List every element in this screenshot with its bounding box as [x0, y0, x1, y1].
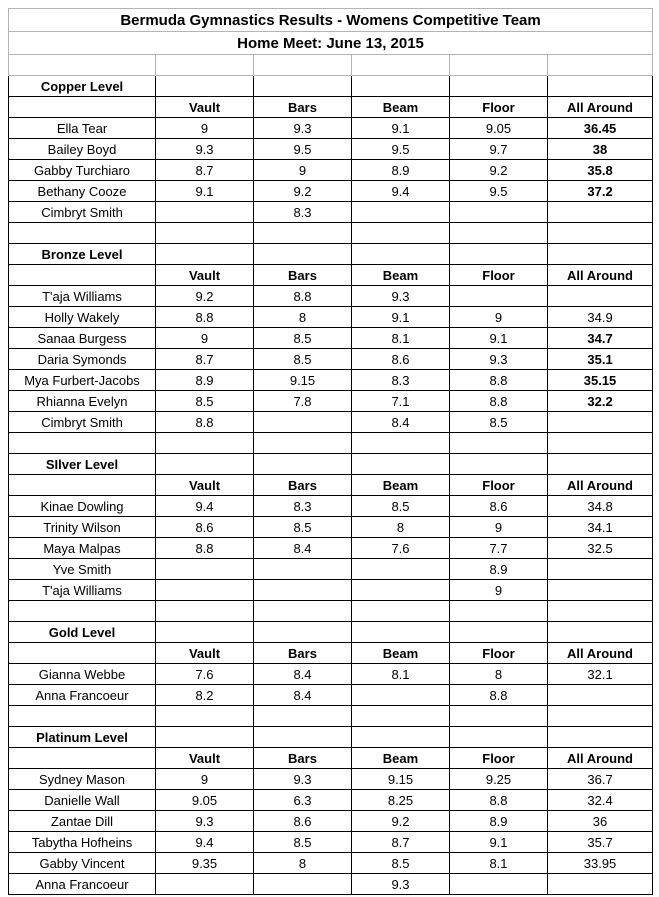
subtitle-row — [9, 32, 653, 55]
score-cell — [156, 202, 254, 223]
column-header-cell: Floor — [450, 475, 548, 496]
empty-header-cell — [9, 643, 156, 664]
athlete-name-cell: Anna Francoeur — [9, 685, 156, 706]
spacer-cell — [9, 601, 156, 622]
score-cell: 8.4 — [352, 412, 450, 433]
level-row — [9, 454, 653, 475]
score-cell: 9.1 — [450, 832, 548, 853]
athlete-name-cell: Zantae Dill — [9, 811, 156, 832]
score-cell: 9.7 — [450, 139, 548, 160]
score-cell: 9.25 — [450, 769, 548, 790]
level-label-cell: Bronze Level — [9, 244, 156, 265]
score-cell: 9.3 — [450, 349, 548, 370]
empty-cell — [156, 454, 254, 475]
column-header-cell: Beam — [352, 643, 450, 664]
all-around-score-cell: 35.15 — [548, 370, 653, 391]
spacer-row — [9, 601, 653, 622]
score-cell: 7.7 — [450, 538, 548, 559]
spacer-cell — [548, 223, 653, 244]
column-header-cell: Beam — [352, 97, 450, 118]
empty-header-cell — [9, 748, 156, 769]
all-around-score-cell: 33.95 — [548, 853, 653, 874]
athlete-row — [9, 664, 653, 685]
athlete-name-cell: T'aja Williams — [9, 580, 156, 601]
score-cell: 8 — [254, 853, 352, 874]
empty-cell — [548, 244, 653, 265]
athlete-row — [9, 853, 653, 874]
score-cell: 7.8 — [254, 391, 352, 412]
score-cell: 9.4 — [156, 496, 254, 517]
column-header-cell: Vault — [156, 265, 254, 286]
score-cell — [254, 874, 352, 895]
score-cell: 8.5 — [156, 391, 254, 412]
score-cell: 9.5 — [254, 139, 352, 160]
score-cell: 7.6 — [352, 538, 450, 559]
score-cell: 9.3 — [156, 139, 254, 160]
column-header-cell: Vault — [156, 475, 254, 496]
athlete-name-cell: Holly Wakely — [9, 307, 156, 328]
column-header-cell: All Around — [548, 97, 653, 118]
score-cell: 8 — [450, 664, 548, 685]
all-around-score-cell: 34.8 — [548, 496, 653, 517]
athlete-name-cell: Cimbryt Smith — [9, 202, 156, 223]
athlete-name-cell: Bailey Boyd — [9, 139, 156, 160]
empty-cell — [450, 244, 548, 265]
score-cell — [352, 559, 450, 580]
athlete-row — [9, 412, 653, 433]
score-cell: 9.4 — [352, 181, 450, 202]
score-cell: 8.8 — [450, 391, 548, 412]
empty-cell — [352, 622, 450, 643]
athlete-row — [9, 286, 653, 307]
level-label-cell: Gold Level — [9, 622, 156, 643]
all-around-score-cell: 32.5 — [548, 538, 653, 559]
column-header-cell: Beam — [352, 748, 450, 769]
athlete-row — [9, 118, 653, 139]
athlete-name-cell: Bethany Cooze — [9, 181, 156, 202]
column-header-cell: All Around — [548, 475, 653, 496]
title-row — [9, 9, 653, 32]
athlete-name-cell: Daria Symonds — [9, 349, 156, 370]
score-cell: 6.3 — [254, 790, 352, 811]
spacer-cell — [352, 55, 450, 76]
score-cell: 8.5 — [254, 328, 352, 349]
athlete-name-cell: Sydney Mason — [9, 769, 156, 790]
score-cell: 9.5 — [450, 181, 548, 202]
empty-cell — [156, 76, 254, 97]
athlete-name-cell: Gianna Webbe — [9, 664, 156, 685]
athlete-row — [9, 391, 653, 412]
athlete-row — [9, 181, 653, 202]
athlete-row — [9, 685, 653, 706]
athlete-name-cell: Yve Smith — [9, 559, 156, 580]
column-header-cell: Floor — [450, 265, 548, 286]
empty-cell — [450, 622, 548, 643]
score-cell: 8.25 — [352, 790, 450, 811]
all-around-score-cell: 36.45 — [548, 118, 653, 139]
column-header-cell: Vault — [156, 97, 254, 118]
empty-cell — [548, 76, 653, 97]
spacer-cell — [254, 223, 352, 244]
column-header-cell: Bars — [254, 97, 352, 118]
athlete-row — [9, 370, 653, 391]
score-cell: 7.6 — [156, 664, 254, 685]
score-cell: 9.1 — [156, 181, 254, 202]
score-cell: 9.05 — [156, 790, 254, 811]
all-around-score-cell — [548, 874, 653, 895]
level-row — [9, 76, 653, 97]
score-cell: 8.8 — [254, 286, 352, 307]
athlete-name-cell: Rhianna Evelyn — [9, 391, 156, 412]
all-around-score-cell — [548, 412, 653, 433]
athlete-row — [9, 349, 653, 370]
score-cell: 9.2 — [156, 286, 254, 307]
column-header-cell: Vault — [156, 748, 254, 769]
score-cell: 8.9 — [156, 370, 254, 391]
score-cell: 8.8 — [450, 685, 548, 706]
score-cell: 8.5 — [450, 412, 548, 433]
score-cell: 8.1 — [352, 664, 450, 685]
score-cell: 9.05 — [450, 118, 548, 139]
athlete-name-cell: Gabby Turchiaro — [9, 160, 156, 181]
score-cell: 9.4 — [156, 832, 254, 853]
score-cell — [352, 685, 450, 706]
empty-cell — [352, 244, 450, 265]
score-cell: 8 — [352, 517, 450, 538]
score-cell: 9 — [156, 769, 254, 790]
all-around-score-cell: 35.7 — [548, 832, 653, 853]
score-cell: 9 — [450, 517, 548, 538]
column-header-cell: Floor — [450, 643, 548, 664]
empty-cell — [450, 454, 548, 475]
column-header-cell: Beam — [352, 475, 450, 496]
column-header-cell: Bars — [254, 748, 352, 769]
empty-cell — [156, 244, 254, 265]
spacer-cell — [9, 706, 156, 727]
all-around-score-cell: 32.2 — [548, 391, 653, 412]
score-cell: 8.4 — [254, 664, 352, 685]
spacer-cell — [450, 55, 548, 76]
score-cell: 8.6 — [450, 496, 548, 517]
results-table-body — [9, 9, 653, 895]
athlete-row — [9, 202, 653, 223]
column-header-cell: Beam — [352, 265, 450, 286]
empty-cell — [352, 76, 450, 97]
spacer-cell — [9, 223, 156, 244]
score-cell: 8.6 — [156, 517, 254, 538]
all-around-score-cell: 35.8 — [548, 160, 653, 181]
empty-cell — [352, 454, 450, 475]
athlete-row — [9, 580, 653, 601]
column-header-cell: All Around — [548, 265, 653, 286]
athlete-name-cell: Cimbryt Smith — [9, 412, 156, 433]
score-cell: 8.9 — [352, 160, 450, 181]
score-cell: 8.9 — [450, 811, 548, 832]
athlete-name-cell: T'aja Williams — [9, 286, 156, 307]
empty-cell — [548, 727, 653, 748]
column-header-row — [9, 97, 653, 118]
all-around-score-cell: 36.7 — [548, 769, 653, 790]
all-around-score-cell: 32.4 — [548, 790, 653, 811]
score-cell — [450, 202, 548, 223]
column-header-row — [9, 475, 653, 496]
score-cell: 9 — [450, 307, 548, 328]
all-around-score-cell — [548, 580, 653, 601]
all-around-score-cell: 35.1 — [548, 349, 653, 370]
empty-cell — [450, 727, 548, 748]
spacer-cell — [352, 433, 450, 454]
spacer-cell — [156, 223, 254, 244]
score-cell — [254, 412, 352, 433]
page-title: Bermuda Gymnastics Results - Womens Competitive Team — [9, 9, 653, 32]
spacer-cell — [450, 601, 548, 622]
column-header-cell: Vault — [156, 643, 254, 664]
athlete-row — [9, 160, 653, 181]
all-around-score-cell — [548, 559, 653, 580]
spacer-cell — [352, 223, 450, 244]
score-cell: 8.8 — [450, 370, 548, 391]
athlete-row — [9, 832, 653, 853]
spacer-cell — [548, 601, 653, 622]
athlete-row — [9, 874, 653, 895]
athlete-name-cell: Maya Malpas — [9, 538, 156, 559]
spacer-cell — [450, 433, 548, 454]
athlete-row — [9, 811, 653, 832]
empty-header-cell — [9, 265, 156, 286]
score-cell: 9.2 — [450, 160, 548, 181]
score-cell — [450, 874, 548, 895]
athlete-row — [9, 559, 653, 580]
column-header-cell: Floor — [450, 97, 548, 118]
athlete-row — [9, 307, 653, 328]
score-cell: 8.8 — [156, 412, 254, 433]
column-header-cell: All Around — [548, 748, 653, 769]
athlete-row — [9, 496, 653, 517]
level-label-cell: SIlver Level — [9, 454, 156, 475]
score-cell: 7.1 — [352, 391, 450, 412]
empty-cell — [548, 622, 653, 643]
spacer-cell — [548, 433, 653, 454]
athlete-name-cell: Tabytha Hofheins — [9, 832, 156, 853]
athlete-name-cell: Danielle Wall — [9, 790, 156, 811]
column-header-row — [9, 643, 653, 664]
score-cell: 9.1 — [352, 307, 450, 328]
spacer-cell — [156, 55, 254, 76]
meet-subtitle: Home Meet: June 13, 2015 — [9, 32, 653, 55]
score-cell: 8.4 — [254, 685, 352, 706]
level-label-cell: Platinum Level — [9, 727, 156, 748]
score-cell — [352, 202, 450, 223]
score-cell: 8.1 — [352, 328, 450, 349]
spacer-cell — [9, 55, 156, 76]
athlete-row — [9, 139, 653, 160]
score-cell: 8.7 — [156, 160, 254, 181]
results-table — [8, 8, 653, 895]
score-cell — [450, 286, 548, 307]
spacer-cell — [254, 706, 352, 727]
spacer-cell — [548, 55, 653, 76]
score-cell: 9.3 — [156, 811, 254, 832]
score-cell: 9.35 — [156, 853, 254, 874]
empty-header-cell — [9, 97, 156, 118]
spacer-cell — [254, 601, 352, 622]
athlete-name-cell: Ella Tear — [9, 118, 156, 139]
spacer-cell — [352, 601, 450, 622]
score-cell: 9.1 — [450, 328, 548, 349]
spacer-cell — [352, 706, 450, 727]
all-around-score-cell: 34.9 — [548, 307, 653, 328]
athlete-name-cell: Gabby Vincent — [9, 853, 156, 874]
spacer-cell — [450, 223, 548, 244]
score-cell — [156, 580, 254, 601]
score-cell: 8.5 — [254, 349, 352, 370]
spacer-cell — [156, 601, 254, 622]
empty-cell — [352, 727, 450, 748]
score-cell — [156, 874, 254, 895]
column-header-cell: All Around — [548, 643, 653, 664]
all-around-score-cell: 34.7 — [548, 328, 653, 349]
all-around-score-cell: 34.1 — [548, 517, 653, 538]
score-cell: 8.1 — [450, 853, 548, 874]
score-cell: 8.6 — [352, 349, 450, 370]
level-row — [9, 622, 653, 643]
score-cell: 9 — [450, 580, 548, 601]
empty-cell — [548, 454, 653, 475]
athlete-row — [9, 538, 653, 559]
empty-cell — [156, 727, 254, 748]
score-cell: 9 — [156, 118, 254, 139]
score-cell: 9.1 — [352, 118, 450, 139]
athlete-name-cell: Anna Francoeur — [9, 874, 156, 895]
score-cell: 8.4 — [254, 538, 352, 559]
column-header-row — [9, 265, 653, 286]
column-header-cell: Bars — [254, 643, 352, 664]
score-cell: 8.3 — [254, 202, 352, 223]
spacer-cell — [450, 706, 548, 727]
score-cell: 9.5 — [352, 139, 450, 160]
score-cell: 9.15 — [352, 769, 450, 790]
spacer-cell — [156, 433, 254, 454]
score-cell — [254, 580, 352, 601]
score-cell: 8.3 — [254, 496, 352, 517]
score-cell: 8.5 — [254, 517, 352, 538]
spacer-cell — [9, 433, 156, 454]
spacer-row — [9, 433, 653, 454]
score-cell: 9 — [156, 328, 254, 349]
all-around-score-cell — [548, 685, 653, 706]
all-around-score-cell: 38 — [548, 139, 653, 160]
empty-cell — [450, 76, 548, 97]
score-cell: 8.7 — [156, 349, 254, 370]
empty-header-cell — [9, 475, 156, 496]
score-cell: 8.5 — [352, 496, 450, 517]
score-cell: 9.3 — [352, 286, 450, 307]
score-cell: 8.7 — [352, 832, 450, 853]
score-cell: 9.3 — [254, 118, 352, 139]
empty-cell — [254, 622, 352, 643]
score-cell: 9.3 — [352, 874, 450, 895]
spacer-row — [9, 706, 653, 727]
score-cell: 8.8 — [450, 790, 548, 811]
column-header-cell: Bars — [254, 265, 352, 286]
score-cell: 8.3 — [352, 370, 450, 391]
score-cell: 8 — [254, 307, 352, 328]
score-cell — [254, 559, 352, 580]
all-around-score-cell: 32.1 — [548, 664, 653, 685]
empty-cell — [156, 622, 254, 643]
athlete-row — [9, 328, 653, 349]
all-around-score-cell — [548, 202, 653, 223]
column-header-cell: Floor — [450, 748, 548, 769]
athlete-name-cell: Kinae Dowling — [9, 496, 156, 517]
score-cell: 8.6 — [254, 811, 352, 832]
all-around-score-cell — [548, 286, 653, 307]
score-cell: 8.2 — [156, 685, 254, 706]
spacer-row — [9, 55, 653, 76]
level-row — [9, 727, 653, 748]
spacer-row — [9, 223, 653, 244]
all-around-score-cell: 36 — [548, 811, 653, 832]
empty-cell — [254, 727, 352, 748]
score-cell: 8.5 — [352, 853, 450, 874]
spacer-cell — [254, 55, 352, 76]
score-cell: 8.5 — [254, 832, 352, 853]
empty-cell — [254, 454, 352, 475]
spacer-cell — [156, 706, 254, 727]
athlete-name-cell: Trinity Wilson — [9, 517, 156, 538]
all-around-score-cell: 37.2 — [548, 181, 653, 202]
athlete-name-cell: Sanaa Burgess — [9, 328, 156, 349]
score-cell: 9.3 — [254, 769, 352, 790]
athlete-row — [9, 790, 653, 811]
score-cell: 8.8 — [156, 538, 254, 559]
athlete-row — [9, 517, 653, 538]
empty-cell — [254, 244, 352, 265]
level-label-cell: Copper Level — [9, 76, 156, 97]
score-cell: 9.2 — [352, 811, 450, 832]
score-cell: 8.8 — [156, 307, 254, 328]
column-header-row — [9, 748, 653, 769]
score-cell — [156, 559, 254, 580]
score-cell: 9.2 — [254, 181, 352, 202]
score-cell: 8.9 — [450, 559, 548, 580]
spacer-cell — [548, 706, 653, 727]
athlete-name-cell: Mya Furbert-Jacobs — [9, 370, 156, 391]
score-cell: 9.15 — [254, 370, 352, 391]
column-header-cell: Bars — [254, 475, 352, 496]
score-cell — [352, 580, 450, 601]
level-row — [9, 244, 653, 265]
spacer-cell — [254, 433, 352, 454]
athlete-row — [9, 769, 653, 790]
empty-cell — [254, 76, 352, 97]
score-cell: 9 — [254, 160, 352, 181]
